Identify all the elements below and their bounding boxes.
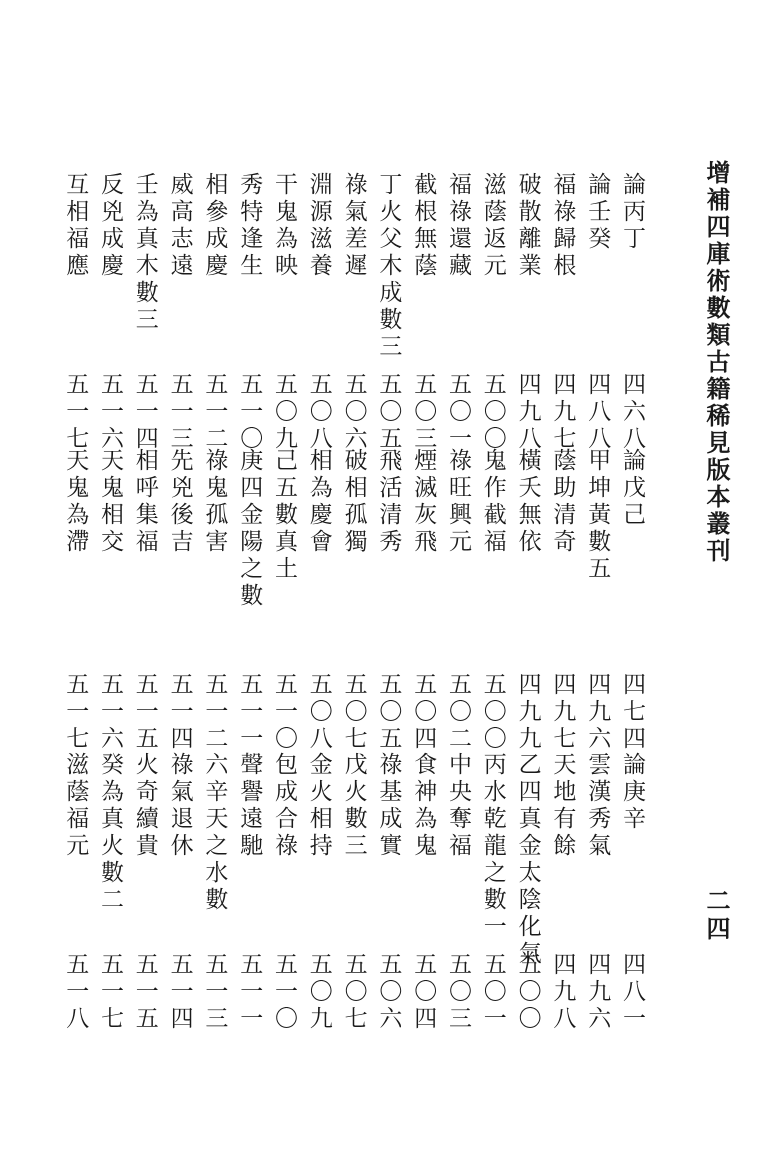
toc-entry-page: 五〇〇	[479, 372, 506, 453]
toc-entry-title: 截根無蔭	[410, 172, 437, 280]
toc-entry-page: 五〇五	[375, 672, 402, 753]
toc-entry-title: 天地有餘	[549, 752, 576, 860]
toc-entry-page: 五一三	[166, 372, 193, 453]
toc-entry-page: 四七四	[619, 672, 645, 753]
toc-entry-page: 四九九	[514, 672, 541, 753]
toc-entry-page: 五一二	[201, 372, 228, 453]
toc-entry-title: 乙四真金太陰化氣	[514, 752, 541, 968]
toc-entry-page: 五一〇	[271, 952, 297, 1033]
toc-entry-page: 五〇一	[445, 372, 471, 453]
toc-entry-title: 互相福應	[62, 172, 89, 280]
toc-entry-title: 中央奪福	[445, 752, 471, 860]
toc-entry-page: 五一五	[131, 672, 158, 753]
toc-entry-title: 飛活清秀	[375, 448, 402, 556]
toc-entry-page: 五〇九	[271, 372, 297, 453]
toc-entry-page: 五〇五	[375, 372, 402, 453]
toc-entry-title: 論戊己	[619, 448, 645, 529]
toc-entry-page: 五〇六	[340, 372, 367, 453]
toc-entry-page: 四九七	[549, 372, 576, 453]
toc-entry-title: 祿旺興元	[445, 448, 471, 556]
toc-entry-title: 破散離業	[514, 172, 541, 280]
toc-entry-page: 五一一	[236, 952, 263, 1033]
toc-entry-title: 滋蔭返元	[479, 172, 506, 280]
toc-entry-page: 四八一	[619, 952, 645, 1033]
toc-entry-page: 五一四	[131, 372, 158, 453]
toc-entry-page: 四九七	[549, 672, 576, 753]
toc-entry-title: 淵源滋養	[305, 172, 332, 280]
toc-entry-title: 蔭助清奇	[549, 448, 576, 556]
book-title: 增補四庫術數類古籍稀見版本叢刊	[702, 160, 731, 565]
toc-entry-page: 五一一	[236, 672, 263, 753]
toc-entry-title: 戊火數三	[340, 752, 367, 860]
toc-entry-title: 天鬼為滯	[62, 448, 89, 556]
toc-entry-page: 五〇九	[305, 952, 332, 1033]
toc-entry-title: 包成合祿	[271, 752, 297, 860]
toc-entry-title: 先兇後吉	[166, 448, 193, 556]
toc-entry-page: 四九六	[584, 952, 611, 1033]
toc-entry-page: 五〇八	[305, 672, 332, 753]
toc-entry-page: 五一七	[62, 672, 89, 753]
toc-entry-page: 五〇六	[375, 952, 402, 1033]
page-number: 二四	[702, 888, 731, 944]
toc-entry-title: 祿氣差遲	[340, 172, 367, 280]
toc-entry-title: 干鬼為映	[271, 172, 297, 280]
toc-entry-title: 金火相持	[305, 752, 332, 860]
toc-entry-title: 反兇成慶	[97, 172, 123, 280]
toc-entry-page: 五一〇	[271, 672, 297, 753]
toc-entry-page: 五〇三	[410, 372, 437, 453]
toc-entry-page: 四九八	[549, 952, 576, 1033]
toc-entry-title: 煙滅灰飛	[410, 448, 437, 556]
toc-entry-page: 五〇一	[479, 952, 506, 1033]
toc-entry-page: 四九六	[584, 672, 611, 753]
toc-entry-page: 五一五	[131, 952, 158, 1033]
toc-entry-title: 滋蔭福元	[62, 752, 89, 860]
toc-entry-page: 五〇四	[410, 672, 437, 753]
toc-entry-title: 論庚辛	[619, 752, 645, 833]
toc-entry-title: 食神為鬼	[410, 752, 437, 860]
toc-entry-title: 鬼作截福	[479, 448, 506, 556]
toc-entry-page: 五一七	[97, 952, 123, 1033]
toc-entry-title: 威高志遠	[166, 172, 193, 280]
toc-entry-title: 論壬癸	[584, 172, 611, 253]
toc-entry-page: 四八八	[584, 372, 611, 453]
toc-entry-title: 橫夭無依	[514, 448, 541, 556]
toc-entry-title: 丙水乾龍之數一	[479, 752, 506, 941]
toc-entry-title: 丁火父木成數三	[375, 172, 402, 361]
toc-entry-page: 五一二	[201, 672, 228, 753]
toc-entry-page: 四六八	[619, 372, 645, 453]
toc-entry-title: 聲譽遠馳	[236, 752, 263, 860]
toc-entry-page: 五一〇	[236, 372, 263, 453]
toc-entry-title: 祿基成實	[375, 752, 402, 860]
toc-entry-title: 破相孤獨	[340, 448, 367, 556]
toc-entry-page: 五一四	[166, 952, 193, 1033]
toc-entry-page: 五〇七	[340, 952, 367, 1033]
toc-entry-title: 福祿歸根	[549, 172, 576, 280]
toc-entry-page: 五〇八	[305, 372, 332, 453]
toc-entry-title: 天鬼相交	[97, 448, 123, 556]
toc-entry-title: 福祿還藏	[445, 172, 471, 280]
toc-entry-title: 秀特逢生	[236, 172, 263, 280]
toc-entry-page: 五一三	[201, 952, 228, 1033]
toc-entry-title: 庚四金陽之數	[236, 448, 263, 610]
toc-entry-title: 祿鬼孤害	[201, 448, 228, 556]
toc-entry-page: 五一四	[166, 672, 193, 753]
toc-entry-page: 四九八	[514, 372, 541, 453]
toc-entry-title: 祿氣退休	[166, 752, 193, 860]
toc-entry-title: 甲坤黃數五	[584, 448, 611, 583]
toc-entry-title: 相呼集福	[131, 448, 158, 556]
toc-entry-title: 己五數真土	[271, 448, 297, 583]
toc-entry-title: 相為慶會	[305, 448, 332, 556]
toc-entry-title: 相參成慶	[201, 172, 228, 280]
toc-entry-page: 五〇四	[410, 952, 437, 1033]
toc-entry-page: 五一七	[62, 372, 89, 453]
toc-entry-page: 五一八	[62, 952, 89, 1033]
toc-entry-page: 五〇〇	[514, 952, 541, 1033]
toc-entry-title: 火奇續貴	[131, 752, 158, 860]
toc-entry-page: 五〇七	[340, 672, 367, 753]
toc-entry-title: 雲漢秀氣	[584, 752, 611, 860]
toc-entry-title: 六辛天之水數	[201, 752, 228, 914]
toc-entry-page: 五一六	[97, 372, 123, 453]
toc-entry-page: 五〇〇	[479, 672, 506, 753]
toc-entry-title: 壬為真木數三	[131, 172, 158, 334]
toc-entry-title: 癸為真火數二	[97, 752, 123, 914]
toc-entry-page: 五一六	[97, 672, 123, 753]
toc-entry-page: 五〇二	[445, 672, 471, 753]
toc-entry-page: 五〇三	[445, 952, 471, 1033]
toc-entry-title: 論丙丁	[619, 172, 645, 253]
